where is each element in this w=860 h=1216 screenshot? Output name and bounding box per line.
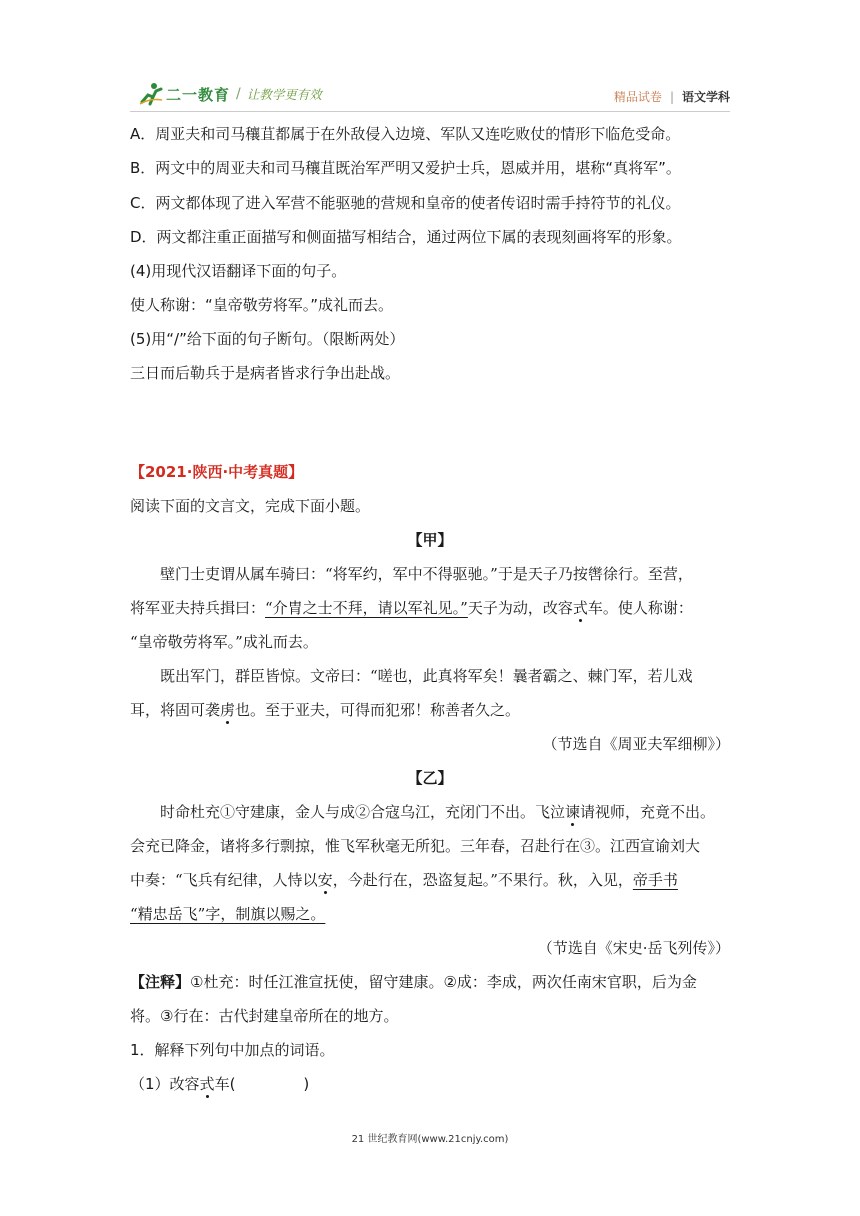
page-footer: 21 世纪教育网(www.21cnjy.com) <box>351 1134 509 1145</box>
passage-jia-line-5 <box>130 700 730 720</box>
header-tags <box>614 88 730 105</box>
question-1-item-close: ) <box>303 1075 310 1093</box>
annotation-line-2: 将。③行在：古代封建皇帝所在的地方。 <box>130 1007 399 1025</box>
dotted-word-shi: 式 <box>572 599 588 617</box>
question-1-item-1 <box>130 1074 730 1094</box>
question-4-prompt: (4)用现代汉语翻译下面的句子。 <box>130 262 347 280</box>
question-4-sentence: 使人称谢：“皇帝敬劳将军。”成礼而去。 <box>130 296 394 314</box>
logo-brand: 二一教育 <box>166 85 231 104</box>
passage-jia-text: 耳，将固可袭 <box>130 701 221 719</box>
header-tag-separator: | <box>669 90 674 104</box>
passage-jia-heading: 【甲】 <box>407 531 453 549</box>
passage-yi-text: ，今赴行在，恐盗复起。”不果行。秋，入见， <box>332 871 633 889</box>
underlined-sentence-yi: 帝手书 <box>632 871 678 889</box>
passage-jia-text: 也。至于亚夫，可得而犯邪！称善者久之。 <box>235 701 521 719</box>
underlined-sentence-yi-continued: “精忠岳飞”字，制旗以赐之。 <box>130 905 326 923</box>
passage-jia-text: 车。使人称谢： <box>587 599 693 617</box>
passage-yi-heading: 【乙】 <box>407 769 453 787</box>
question-1-item-text: 车( <box>214 1075 236 1093</box>
passage-yi-line-3 <box>130 870 730 890</box>
logo <box>138 82 322 106</box>
option-c: C．两文都体现了进入军营不能驱驰的营规和皇帝的使者传诏时需手持符节的礼仪。 <box>130 194 681 212</box>
page-header <box>130 78 730 112</box>
option-a: A．周亚夫和司马穰苴都属于在外敌侵入边境、军队又连吃败仗的情形下临危受命。 <box>130 125 681 143</box>
passage-jia-text: 天子为动，改容 <box>467 599 573 617</box>
passage-jia-source: （节选自《周亚夫军细柳》） <box>542 735 730 753</box>
passage-yi-line-4 <box>130 904 730 924</box>
annotation-label: 【注释】 <box>130 973 191 991</box>
passage-jia-line-4: 既出军门，群臣皆惊。文帝曰：“嗟也，此真将军矣！曩者霸之、棘门军，若儿戏 <box>160 667 693 685</box>
question-5-sentence: 三日而后勒兵于是病者皆求行争出赴战。 <box>130 364 401 382</box>
section-title: 【2021·陕西·中考真题】 <box>130 463 304 481</box>
question-5-prompt: (5)用“/”给下面的句子断句。（限断两处） <box>130 330 405 348</box>
dotted-word-jian: 谏 <box>565 803 581 821</box>
header-tag-subject: 语文学科 <box>681 90 730 104</box>
runner-logo-icon <box>138 82 164 106</box>
passage-jia-text: 将军亚夫持兵揖曰： <box>130 599 266 617</box>
passage-yi-text: 请视师，充竟不出。 <box>580 803 716 821</box>
passage-jia-line-3: “皇帝敬劳将军。”成礼而去。 <box>130 633 318 651</box>
passage-yi-line-1 <box>130 802 730 822</box>
passage-jia-line-2 <box>130 598 730 618</box>
passage-yi-source: （节选自《宋史·岳飞列传》） <box>537 939 730 957</box>
annotation-line-1 <box>130 972 730 992</box>
passage-yi-text: 时命杜充①守建康，金人与成②合寇乌江，充闭门不出。飞泣 <box>160 803 566 821</box>
option-d: D．两文都注重正面描写和侧面描写相结合，通过两位下属的表现刻画将军的形象。 <box>130 228 682 246</box>
underlined-sentence-jia: “介胄之士不拜，请以军礼见。” <box>265 599 468 617</box>
passage-yi-text: 中奏：“飞兵有纪律，人恃以 <box>130 871 318 889</box>
passage-yi-line-2: 会充已降金，诸将多行剽掠，惟飞军秋毫无所犯。三年春，召赴行在③。江西宣谕刘大 <box>130 837 701 855</box>
header-divider <box>130 111 730 112</box>
question-1-prompt: 1．解释下列句中加点的词语。 <box>130 1041 335 1059</box>
header-tag-exam: 精品试卷 <box>613 90 662 104</box>
dotted-word-shi-question: 式 <box>199 1075 215 1093</box>
passage-jia-line-1: 壁门士吏谓从属车骑曰：“将军约，军中不得驱驰。”于是天子乃按辔徐行。至营， <box>160 565 693 583</box>
option-b: B．两文中的周亚夫和司马穰苴既治军严明又爱护士兵，恩威并用，堪称“真将军”。 <box>130 159 681 177</box>
logo-slogan: 让教学更有效 <box>246 87 322 102</box>
dotted-word-lu: 虏 <box>220 701 236 719</box>
dotted-word-an: 安 <box>317 871 333 889</box>
logo-slash: / <box>236 86 241 102</box>
section-instruction: 阅读下面的文言文，完成下面小题。 <box>130 497 371 515</box>
annotation-text: ①杜充：时任江淮宣抚使，留守建康。②成：李成，两次任南宋官职，后为金 <box>190 973 697 991</box>
question-1-item-text: （1）改容 <box>130 1075 200 1093</box>
